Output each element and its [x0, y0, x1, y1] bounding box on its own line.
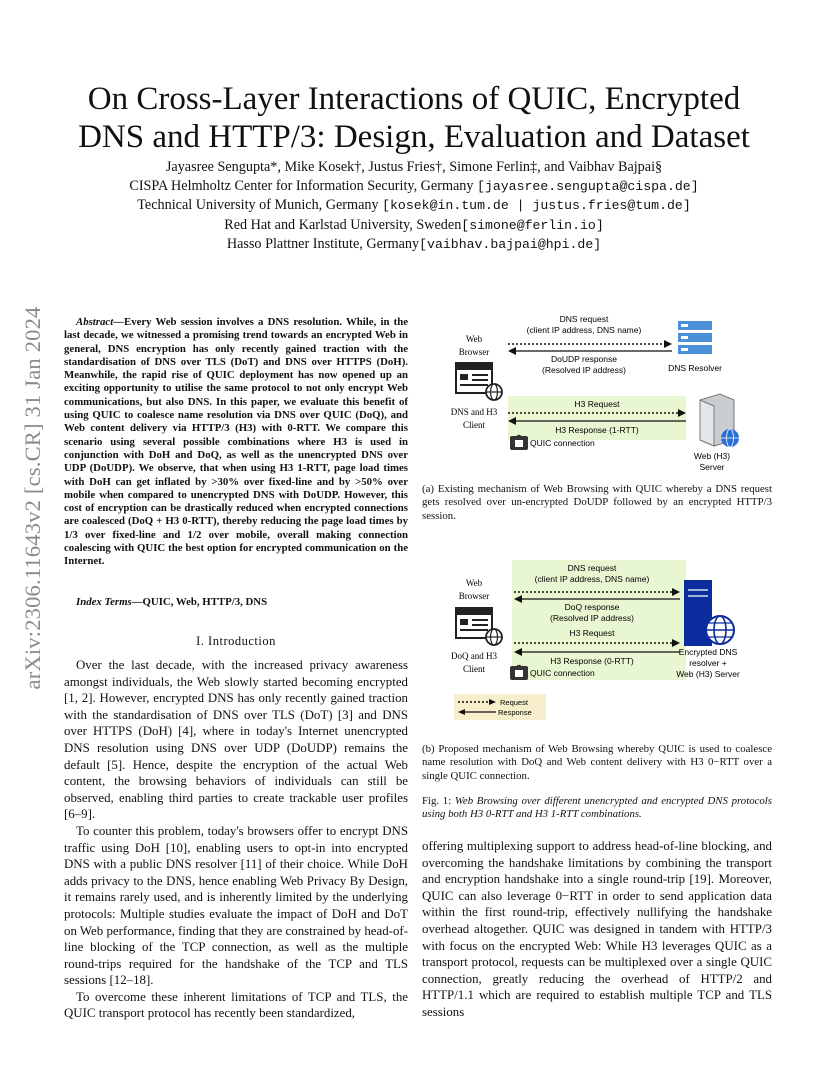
title-line-2: DNS and HTTP/3: Design, Evaluation and Dataset	[78, 119, 750, 155]
fig-a-dns-request-2: (client IP address, DNS name)	[526, 325, 642, 335]
figure-1a-diagram	[422, 288, 772, 478]
fig-a-doudp-response-2: (Resolved IP address)	[542, 365, 626, 375]
legend-request-label: Request	[500, 698, 528, 707]
fig-a-client-label-2: Client	[463, 420, 485, 430]
affiliation-2: Technical University of Munich, Germany [kosek@in.tum.de | justus.fries@tum.de]	[137, 197, 691, 213]
figure-1b-caption: (b) Proposed mechanism of Web Browsing whereby QUIC is used to coalesce name resolution with DoQ and Web content delivery with H3 0−RTT over a single QUIC connection.	[422, 743, 772, 782]
fig-b-browser-label-2: Browser	[458, 591, 490, 601]
abstract: Abstract—Every Web session involves a DNS resolution. While, in the last decade, we witnessed a promising trend towards an encrypted Web in general, DNS encryption has only recently gained traction with the standardisation of DNS over TLS (DoT) and DNS over HTTPS (DoH). Meanwhile, the rapid rise of QUIC deployment has now opened up an exciting opportunity to utilise the same protocol to not only encrypt Web communications, but also DNS. In this paper, we evaluate this benefit of using QUIC to coalesce name resolution via DNS over QUIC (DoQ), and Web content delivery via HTTP/3 (H3) with 0-RTT. We compare this scenario using several possible combinations where H3 is used in conjunction with DoH and DoQ, as well as the unencrypted DNS over UDP (DoUDP). We observe, that when using H3 1-RTT, page load times with DoH can get inflated by >30% over fixed-line and by >50% over mobile when compared to unencrypted DNS with DoUDP. However, this cost of encryption can be drastically reduced when encrypted connections are coalesced (DoQ + H3 0-RTT), thereby reducing the page load times by 1/3 over fixed-line and 1/2 over mobile, overall making connection coalescing with QUIC the best option for encrypted communication on the Internet.	[64, 316, 408, 568]
fig-a-doudp-response-1: DoUDP response	[551, 354, 617, 364]
fig-b-quic-connection: QUIC connection	[530, 668, 595, 678]
dns-resolver-icon	[678, 321, 712, 354]
legend-response-label: Response	[498, 708, 532, 717]
fig-a-h3-response: H3 Response (1-RTT)	[555, 425, 639, 435]
web-server-icon	[700, 394, 739, 447]
globe-icon	[486, 629, 502, 645]
section-heading: I. Introduction	[196, 634, 276, 648]
lock-icon	[510, 436, 528, 451]
intro-paragraph-3: To overcome these inherent limitations of TCP and TLS, the QUIC transport protocol has recently been standardized,	[64, 989, 408, 1021]
fig-a-server-label-1: Web (H3)	[693, 451, 731, 461]
introduction-body	[64, 657, 408, 1022]
fig-b-h3-response: H3 Response (0-RTT)	[550, 656, 634, 666]
fig-a-browser-label-2: Browser	[458, 347, 490, 357]
right-column-body	[422, 838, 772, 1021]
title-line-1: On Cross-Layer Interactions of QUIC, Encrypted	[87, 81, 741, 117]
intro-paragraph-1: Over the last decade, with the increased privacy awareness amongst individuals, the Web slowly started becoming encrypted [1, 2]. However, encrypted DNS has only recently gained traction with the standardisation of DNS over TLS (DoT) [3] and DNS over HTTPS (DoH) [4], where in today's Internet unencrypted DNS resolution using DNS over UDP (DoUDP) remains the default [5]. Hence, despite the encryption of the actual Web content, the browsing behaviors of individuals can still be observed, enabling third parties to create trackable user profiles [6–9].	[64, 658, 408, 822]
fig-a-server-label-2: Server	[699, 462, 725, 472]
fig-a-arrowhead-right	[664, 340, 672, 348]
fig-a-h3-request: H3 Request	[574, 399, 620, 409]
author-block	[60, 158, 768, 255]
fig-b-server-label-2: resolver +	[689, 658, 727, 668]
index-terms: Index Terms—QUIC, Web, HTTP/3, DNS	[76, 596, 268, 608]
fig-b-server-label-1: Encrypted DNS	[678, 647, 738, 657]
fig-b-doq-response-1: DoQ response	[564, 602, 620, 612]
fig-b-server-label-3: Web (H3) Server	[676, 669, 740, 679]
figure-1b-diagram	[422, 556, 772, 726]
fig-a-resolver-label: DNS Resolver	[668, 363, 722, 373]
fig-b-h3-request: H3 Request	[569, 628, 615, 638]
fig-b-browser-label-1: Web	[465, 578, 483, 588]
right-paragraph: offering multiplexing support to address head-of-line blocking, and overcoming the handshake limitations by combining the transport and encryption handshake into a single round-trip [19]. Moreover, QUIC can also leverage 0−RTT in order to send application data within the first round-trip, effectively nullifying the handshake overhead altogether. QUIC was designed in tandem with HTTP/3 with focus on the encrypted Web: While H3 leverages QUIC as a transport protocol, requests can be multiplexed over a single QUIC connection, greatly reducing the overhead of HTTP/2 and HTTP/1.1 which are required to establish multiple TCP and TLS sessions	[422, 839, 772, 1019]
fig-b-dns-request-1: DNS request	[567, 563, 617, 573]
fig-a-dns-request-1: DNS request	[559, 314, 609, 324]
affiliation-4: Hasso Plattner Institute, Germany[vaibhav.bajpai@hpi.de]	[226, 236, 602, 252]
fig-b-doq-response-2: (Resolved IP address)	[550, 613, 634, 623]
paper-title	[60, 80, 768, 156]
fig-a-arrowhead-left	[508, 347, 516, 355]
figure-1a-caption: (a) Existing mechanism of Web Browsing with QUIC whereby a DNS request gets resolved over un-encrypted DoUDP followed by an encrypted HTTP/3 session.	[422, 483, 772, 522]
fig-a-browser-label-1: Web	[465, 334, 483, 344]
lock-icon	[510, 666, 528, 681]
globe-icon	[486, 384, 502, 400]
encrypted-server-icon	[684, 580, 734, 646]
arxiv-identifier: arXiv:2306.11643v2 [cs.CR] 31 Jan 2024	[20, 306, 45, 690]
fig-a-quic-connection: QUIC connection	[530, 438, 595, 448]
fig-b-client-label-2: Client	[463, 664, 485, 674]
author-list: Jayasree Sengupta*, Mike Kosek†, Justus Fries†, Simone Ferlin‡, and Vaibhav Bajpai§	[165, 159, 663, 175]
affiliation-3: Red Hat and Karlstad University, Sweden[simone@ferlin.io]	[224, 216, 604, 233]
figure-1-caption: Fig. 1: Web Browsing over different unencrypted and encrypted DNS protocols using both H3 0-RTT and H3 1-RTT combinations.	[422, 795, 772, 821]
fig-a-client-label-1: DNS and H3	[450, 407, 498, 417]
fig-b-dns-request-2: (client IP address, DNS name)	[534, 574, 650, 584]
intro-paragraph-2: To counter this problem, today's browsers offer to encrypt DNS traffic using DoH [10], enabling users to opt-in into encrypted DNS with a public DNS resolver [11] of their choice. While DoH adds privacy to the DNS, hence enabling Web Privacy By Design, it remains rarely used, and is inherently limited by the underlying protocols: Multiple studies evaluate the impact of DoH and DoT on Web performance, finding that they are constrained by head-of-line blocking of the TCP connection, as well as the multiple round-trips required for the handshake of the TCP and TLS sessions [12–18].	[64, 823, 408, 988]
fig-b-client-label-1: DoQ and H3	[451, 651, 497, 661]
affiliation-1: CISPA Helmholtz Center for Information Security, Germany [jayasree.sengupta@cispa.de]	[129, 177, 699, 194]
